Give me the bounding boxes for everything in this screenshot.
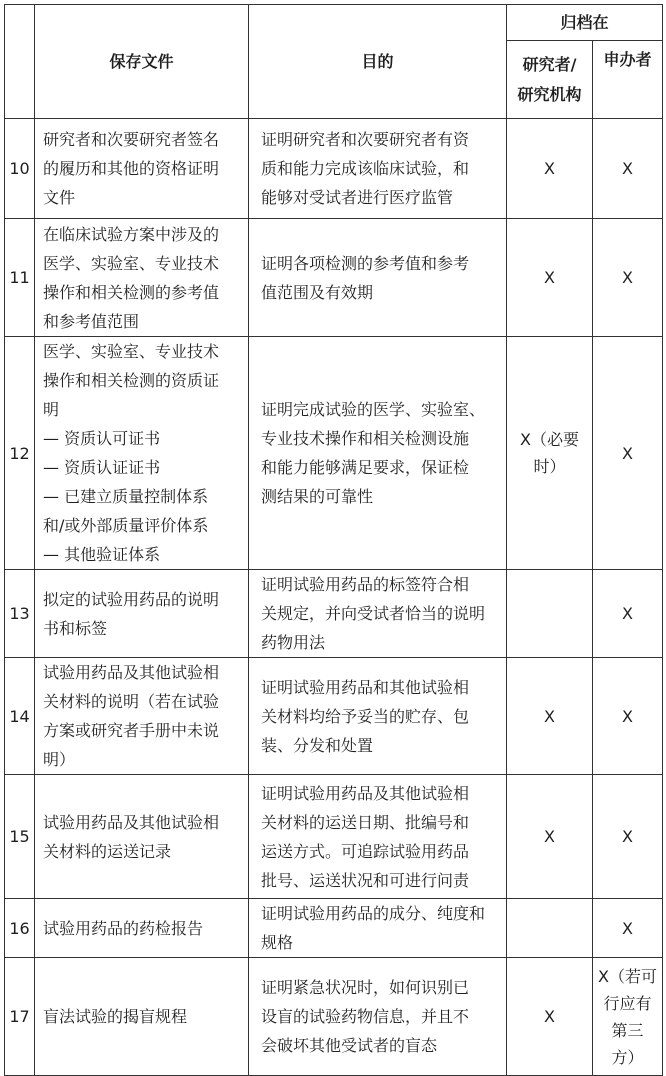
- text-line: X: [622, 268, 633, 287]
- document-name-cell: [35, 219, 249, 337]
- document-name-cell: [35, 119, 249, 219]
- text-line: X: [544, 706, 555, 726]
- text-line: X: [622, 827, 633, 846]
- text-line: 研究者和次要研究者签名: [43, 130, 220, 149]
- text-line: 盲法试验的揭盲规程: [43, 1007, 188, 1026]
- text-line: 操作和相关检测的参考值: [43, 282, 220, 302]
- text-line: 试验用药品及其他试验相: [43, 812, 220, 832]
- text-line: X: [544, 159, 555, 178]
- text-line: 试验用药品及其他试验相: [43, 663, 220, 682]
- text-line: 的履历和其他的资格证明: [43, 159, 220, 178]
- table-row: [5, 337, 663, 570]
- text-line: 方案或研究者手册中未说: [43, 721, 220, 740]
- text-line: 质和能力完成该临床试验，和: [261, 159, 470, 178]
- text-line: X: [622, 706, 633, 726]
- text-line: 拟定的试验用药品的说明: [43, 589, 220, 609]
- text-line: 和参考值范围: [43, 311, 140, 331]
- sponsor-archive-cell: [593, 658, 663, 775]
- text-line: 行应有: [603, 993, 652, 1013]
- text-line: 关材料的说明（若在试验: [43, 692, 220, 711]
- text-line: 试验用药品的药检报告: [43, 918, 204, 938]
- row-number: 14: [5, 658, 35, 775]
- table-row: [5, 658, 663, 775]
- purpose-cell: [249, 775, 507, 899]
- text-line: 和/或外部质量评价体系: [43, 516, 209, 535]
- row-number: 13: [5, 570, 35, 658]
- purpose-cell: [249, 219, 507, 337]
- text-line: 证明试验用药品及其他试验相: [261, 783, 470, 803]
- investigator-archive-cell: [507, 775, 593, 899]
- investigator-archive-cell: [507, 337, 593, 570]
- table-row: [5, 570, 663, 658]
- text-line: — 资质认可证书: [43, 429, 161, 448]
- text-line: X: [622, 443, 633, 463]
- text-line: 证明完成试验的医学、实验室、: [261, 400, 486, 419]
- header-sponsor: 申办者: [593, 41, 663, 119]
- sponsor-archive-cell: [593, 119, 663, 219]
- text-line: 证明研究者和次要研究者有资: [261, 130, 470, 149]
- investigator-archive-cell: [507, 958, 593, 1076]
- document-name-cell: [35, 958, 249, 1076]
- row-number: 11: [5, 219, 35, 337]
- text-line: 医学、实验室、专业技术: [43, 342, 220, 361]
- purpose-cell: [249, 958, 507, 1076]
- text-line: 和能力能够满足要求，保证检: [261, 458, 470, 477]
- row-number: 17: [5, 958, 35, 1076]
- text-line: 证明各项检测的参考值和参考: [261, 253, 470, 273]
- text-line: X: [544, 268, 555, 287]
- text-line: 操作和相关检测的资质证: [43, 371, 220, 390]
- sponsor-archive-cell: [593, 899, 663, 958]
- text-line: 能够对受试者进行医疗监管: [261, 188, 454, 207]
- text-line: 时）: [533, 457, 566, 476]
- investigator-archive-cell: [507, 219, 593, 337]
- text-line: 明: [43, 400, 60, 419]
- text-line: 批号、运送状况和可进行问责: [261, 870, 470, 890]
- text-line: X: [622, 604, 633, 623]
- text-line: — 资质认证证书: [43, 458, 161, 477]
- sponsor-archive-cell: [593, 775, 663, 899]
- text-line: 在临床试验方案中涉及的: [43, 224, 220, 244]
- text-line: 关规定，并向受试者恰当的说明: [261, 604, 486, 623]
- document-name-cell: [35, 899, 249, 958]
- text-line: 会破坏其他受试者的盲态: [261, 1036, 438, 1055]
- investigator-archive-cell: [507, 119, 593, 219]
- text-line: 运送方式。可追踪试验用药品: [261, 841, 470, 861]
- document-name-cell: [35, 658, 249, 775]
- header-document: 保存文件: [35, 5, 249, 119]
- text-line: X（必要: [520, 430, 579, 449]
- text-line: X: [544, 1007, 555, 1026]
- purpose-cell: [249, 119, 507, 219]
- text-line: 第三: [611, 1020, 644, 1040]
- row-number: 16: [5, 899, 35, 958]
- header-investigator: 研究者/ 研究机构: [507, 41, 593, 119]
- purpose-cell: [249, 899, 507, 958]
- text-line: X: [622, 918, 633, 938]
- text-line: 书和标签: [43, 618, 108, 638]
- purpose-cell: [249, 570, 507, 658]
- row-number: 12: [5, 337, 35, 570]
- text-line: 关材料的运送日期、批编号和: [261, 812, 470, 832]
- header-number-cell: [5, 5, 35, 119]
- investigator-archive-cell: [507, 570, 593, 658]
- sponsor-archive-cell: [593, 219, 663, 337]
- text-line: 证明试验用药品和其他试验相: [261, 677, 470, 697]
- essential-documents-table: [4, 4, 663, 1076]
- investigator-archive-cell: [507, 899, 593, 958]
- sponsor-archive-cell: [593, 337, 663, 570]
- text-line: 医学、实验室、专业技术: [43, 253, 220, 273]
- text-line: 证明紧急状况时，如何识别已: [261, 978, 470, 997]
- text-line: X（若可: [598, 966, 657, 986]
- text-line: 明）: [43, 750, 76, 769]
- document-name-cell: [35, 337, 249, 570]
- table-row: [5, 958, 663, 1076]
- text-line: 药物用法: [261, 633, 326, 652]
- table-row: [5, 899, 663, 958]
- purpose-cell: [249, 658, 507, 775]
- purpose-cell: [249, 337, 507, 570]
- text-line: 文件: [43, 188, 76, 207]
- text-line: 方）: [611, 1047, 644, 1067]
- text-line: 证明试验用药品的标签符合相: [261, 575, 470, 594]
- text-line: 关材料的运送记录: [43, 841, 172, 861]
- investigator-archive-cell: [507, 658, 593, 775]
- text-line: X: [622, 159, 633, 178]
- table-row: [5, 119, 663, 219]
- table-body: [5, 119, 663, 1076]
- document-name-cell: [35, 570, 249, 658]
- table-row: [5, 775, 663, 899]
- header-purpose: 目的: [249, 5, 507, 119]
- text-line: X: [544, 827, 555, 846]
- text-line: — 其他验证体系: [43, 545, 161, 564]
- text-line: 证明试验用药品的成分、纯度和: [261, 904, 486, 923]
- text-line: 规格: [261, 933, 294, 952]
- header-archived-at: 归档在: [507, 5, 663, 41]
- text-line: 测结果的可靠性: [261, 487, 374, 506]
- text-line: 专业技术操作和相关检测设施: [261, 429, 470, 448]
- row-number: 15: [5, 775, 35, 899]
- text-line: 装、分发和处置: [261, 735, 374, 755]
- text-line: 设盲的试验药物信息，并且不: [261, 1007, 470, 1026]
- sponsor-archive-cell: [593, 958, 663, 1076]
- table-row: [5, 219, 663, 337]
- document-name-cell: [35, 775, 249, 899]
- row-number: 10: [5, 119, 35, 219]
- text-line: 关材料均给予妥当的贮存、包: [261, 706, 470, 726]
- text-line: 值范围及有效期: [261, 282, 374, 302]
- sponsor-archive-cell: [593, 570, 663, 658]
- text-line: — 已建立质量控制体系: [43, 487, 209, 506]
